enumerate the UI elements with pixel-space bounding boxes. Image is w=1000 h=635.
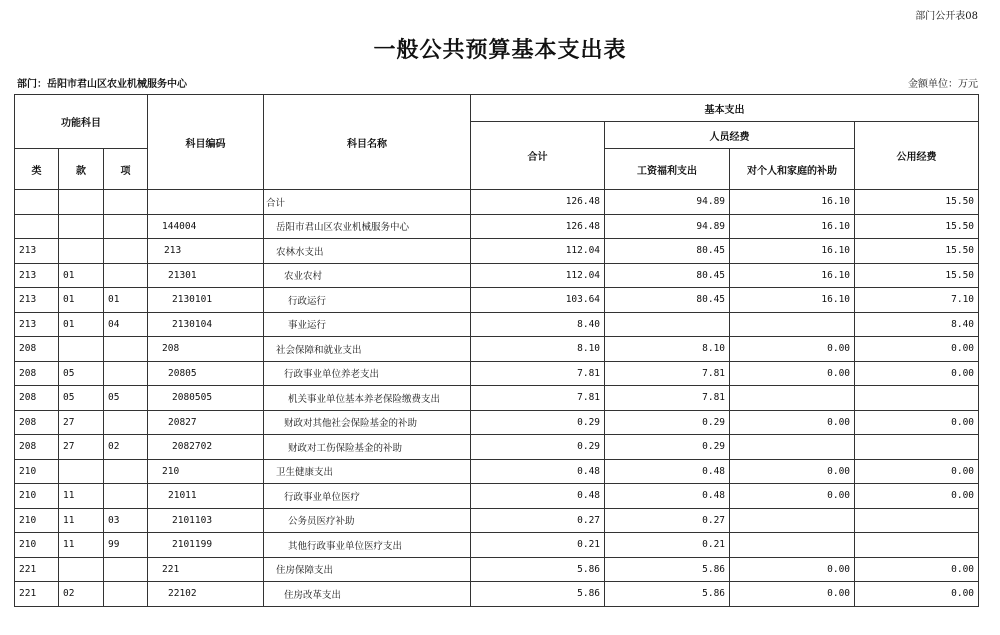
- cell-xiang: [104, 459, 148, 484]
- cell-subject-name: 行政运行: [264, 288, 471, 313]
- cell-xiang: [104, 214, 148, 239]
- cell-xiang: 05: [104, 386, 148, 411]
- cell-xiang: [104, 361, 148, 386]
- cell-individual-subsidy: 16.10: [730, 263, 855, 288]
- cell-subject-code: 2101103: [148, 508, 264, 533]
- cell-public-funds: 8.40: [855, 312, 979, 337]
- cell-kuan: [59, 557, 104, 582]
- cell-kuan: 01: [59, 312, 104, 337]
- cell-total: 103.64: [471, 288, 605, 313]
- cell-salary-welfare: [605, 312, 730, 337]
- cell-xiang: 03: [104, 508, 148, 533]
- cell-lei: 221: [15, 582, 59, 607]
- cell-subject-name: 其他行政事业单位医疗支出: [264, 533, 471, 558]
- cell-lei: 210: [15, 459, 59, 484]
- cell-xiang: [104, 337, 148, 362]
- table-row: [15, 386, 979, 411]
- cell-total: 126.48: [471, 214, 605, 239]
- cell-public-funds: 0.00: [855, 582, 979, 607]
- cell-kuan: 01: [59, 288, 104, 313]
- cell-subject-code: 213: [148, 239, 264, 264]
- cell-xiang: [104, 410, 148, 435]
- cell-individual-subsidy: 0.00: [730, 459, 855, 484]
- cell-total: 0.21: [471, 533, 605, 558]
- cell-subject-code: 2080505: [148, 386, 264, 411]
- cell-public-funds: [855, 533, 979, 558]
- cell-subject-code: 20827: [148, 410, 264, 435]
- cell-public-funds: 15.50: [855, 263, 979, 288]
- table-row: [15, 361, 979, 386]
- cell-individual-subsidy: [730, 508, 855, 533]
- cell-subject-name: 农林水支出: [264, 239, 471, 264]
- header-public-funds: 公用经费: [855, 122, 979, 190]
- cell-subject-code: 2130101: [148, 288, 264, 313]
- cell-xiang: [104, 557, 148, 582]
- cell-subject-code: 2101199: [148, 533, 264, 558]
- cell-lei: [15, 214, 59, 239]
- cell-individual-subsidy: 16.10: [730, 190, 855, 215]
- cell-xiang: [104, 239, 148, 264]
- table-row: [15, 312, 979, 337]
- cell-xiang: [104, 582, 148, 607]
- cell-total: 0.29: [471, 435, 605, 460]
- cell-lei: 213: [15, 312, 59, 337]
- table-row: [15, 214, 979, 239]
- cell-total: 112.04: [471, 263, 605, 288]
- cell-public-funds: [855, 386, 979, 411]
- cell-subject-code: 2082702: [148, 435, 264, 460]
- cell-salary-welfare: 94.89: [605, 214, 730, 239]
- cell-kuan: 11: [59, 508, 104, 533]
- header-individual-subsidy: 对个人和家庭的补助: [730, 149, 855, 190]
- cell-total: 126.48: [471, 190, 605, 215]
- table-row: [15, 582, 979, 607]
- cell-public-funds: 15.50: [855, 239, 979, 264]
- cell-salary-welfare: 8.10: [605, 337, 730, 362]
- cell-individual-subsidy: [730, 533, 855, 558]
- cell-salary-welfare: 0.29: [605, 435, 730, 460]
- cell-individual-subsidy: [730, 435, 855, 460]
- cell-subject-code: [148, 190, 264, 215]
- cell-public-funds: 7.10: [855, 288, 979, 313]
- cell-subject-name: 社会保障和就业支出: [264, 337, 471, 362]
- cell-subject-name: 农业农村: [264, 263, 471, 288]
- table-row: [15, 288, 979, 313]
- cell-lei: 213: [15, 263, 59, 288]
- cell-individual-subsidy: [730, 386, 855, 411]
- cell-public-funds: 0.00: [855, 361, 979, 386]
- cell-subject-code: 210: [148, 459, 264, 484]
- unit-label: 金额单位：万元: [908, 79, 978, 90]
- cell-kuan: [59, 190, 104, 215]
- cell-public-funds: 0.00: [855, 410, 979, 435]
- budget-expense-table: [14, 94, 979, 607]
- cell-xiang: [104, 263, 148, 288]
- cell-subject-name: 行政事业单位养老支出: [264, 361, 471, 386]
- table-row: [15, 190, 979, 215]
- cell-subject-name: 住房改革支出: [264, 582, 471, 607]
- table-row: [15, 508, 979, 533]
- cell-lei: 208: [15, 435, 59, 460]
- header-subject-code: 科目编码: [148, 95, 264, 190]
- cell-subject-code: 22102: [148, 582, 264, 607]
- cell-total: 5.86: [471, 582, 605, 607]
- cell-salary-welfare: 80.45: [605, 288, 730, 313]
- cell-individual-subsidy: [730, 312, 855, 337]
- cell-kuan: 11: [59, 484, 104, 509]
- cell-xiang: 02: [104, 435, 148, 460]
- cell-subject-name: 岳阳市君山区农业机械服务中心: [264, 214, 471, 239]
- table-row: [15, 533, 979, 558]
- table-row: [15, 337, 979, 362]
- table-row: [15, 484, 979, 509]
- header-salary-welfare: 工资福利支出: [605, 149, 730, 190]
- cell-salary-welfare: 7.81: [605, 386, 730, 411]
- form-number-label: 部门公开表08: [915, 11, 978, 22]
- cell-total: 0.48: [471, 459, 605, 484]
- cell-subject-code: 21301: [148, 263, 264, 288]
- cell-lei: 213: [15, 239, 59, 264]
- cell-salary-welfare: 80.45: [605, 263, 730, 288]
- cell-individual-subsidy: 0.00: [730, 582, 855, 607]
- cell-public-funds: 0.00: [855, 337, 979, 362]
- cell-public-funds: 15.50: [855, 214, 979, 239]
- table-row: [15, 459, 979, 484]
- cell-individual-subsidy: 16.10: [730, 214, 855, 239]
- cell-public-funds: 0.00: [855, 459, 979, 484]
- cell-public-funds: [855, 508, 979, 533]
- cell-kuan: [59, 459, 104, 484]
- cell-salary-welfare: 80.45: [605, 239, 730, 264]
- cell-public-funds: 0.00: [855, 484, 979, 509]
- cell-subject-code: 221: [148, 557, 264, 582]
- cell-subject-name: 事业运行: [264, 312, 471, 337]
- cell-total: 8.40: [471, 312, 605, 337]
- cell-salary-welfare: 94.89: [605, 190, 730, 215]
- cell-kuan: 27: [59, 435, 104, 460]
- cell-lei: [15, 190, 59, 215]
- cell-subject-name: 行政事业单位医疗: [264, 484, 471, 509]
- cell-total: 0.29: [471, 410, 605, 435]
- cell-public-funds: 0.00: [855, 557, 979, 582]
- cell-subject-name: 财政对工伤保险基金的补助: [264, 435, 471, 460]
- cell-lei: 210: [15, 508, 59, 533]
- table-row: [15, 263, 979, 288]
- header-basic-expense: 基本支出: [471, 95, 979, 122]
- cell-salary-welfare: 5.86: [605, 582, 730, 607]
- cell-individual-subsidy: 0.00: [730, 337, 855, 362]
- cell-salary-welfare: 0.29: [605, 410, 730, 435]
- cell-lei: 208: [15, 361, 59, 386]
- cell-kuan: [59, 337, 104, 362]
- table-row: [15, 557, 979, 582]
- cell-kuan: 27: [59, 410, 104, 435]
- department-label: 部门：岳阳市君山区农业机械服务中心: [17, 79, 187, 90]
- cell-salary-welfare: 0.48: [605, 484, 730, 509]
- table-row: [15, 239, 979, 264]
- cell-lei: 208: [15, 386, 59, 411]
- cell-subject-name: 机关事业单位基本养老保险缴费支出: [264, 386, 471, 411]
- cell-subject-code: 21011: [148, 484, 264, 509]
- cell-lei: 210: [15, 533, 59, 558]
- cell-kuan: 05: [59, 386, 104, 411]
- header-total: 合计: [471, 122, 605, 190]
- cell-total: 112.04: [471, 239, 605, 264]
- cell-subject-name: 合计: [264, 190, 471, 215]
- cell-salary-welfare: 5.86: [605, 557, 730, 582]
- cell-total: 7.81: [471, 386, 605, 411]
- header-lei: 类: [15, 149, 59, 190]
- cell-lei: 208: [15, 410, 59, 435]
- cell-kuan: 11: [59, 533, 104, 558]
- cell-kuan: [59, 214, 104, 239]
- cell-salary-welfare: 7.81: [605, 361, 730, 386]
- cell-subject-code: 144004: [148, 214, 264, 239]
- page-title: 一般公共预算基本支出表: [373, 37, 627, 63]
- cell-public-funds: 15.50: [855, 190, 979, 215]
- cell-salary-welfare: 0.27: [605, 508, 730, 533]
- cell-total: 7.81: [471, 361, 605, 386]
- cell-xiang: 04: [104, 312, 148, 337]
- cell-individual-subsidy: 0.00: [730, 557, 855, 582]
- cell-individual-subsidy: 0.00: [730, 484, 855, 509]
- cell-salary-welfare: 0.48: [605, 459, 730, 484]
- cell-total: 0.48: [471, 484, 605, 509]
- cell-xiang: 01: [104, 288, 148, 313]
- header-subject-name: 科目名称: [264, 95, 471, 190]
- cell-lei: 213: [15, 288, 59, 313]
- cell-lei: 221: [15, 557, 59, 582]
- cell-salary-welfare: 0.21: [605, 533, 730, 558]
- table-row: [15, 410, 979, 435]
- cell-subject-code: 20805: [148, 361, 264, 386]
- cell-individual-subsidy: 0.00: [730, 361, 855, 386]
- cell-individual-subsidy: 16.10: [730, 239, 855, 264]
- cell-xiang: [104, 484, 148, 509]
- cell-total: 5.86: [471, 557, 605, 582]
- header-personnel: 人员经费: [605, 122, 855, 149]
- cell-kuan: 05: [59, 361, 104, 386]
- cell-total: 0.27: [471, 508, 605, 533]
- cell-individual-subsidy: 0.00: [730, 410, 855, 435]
- table-row: [15, 435, 979, 460]
- cell-individual-subsidy: 16.10: [730, 288, 855, 313]
- cell-kuan: [59, 239, 104, 264]
- cell-xiang: 99: [104, 533, 148, 558]
- cell-kuan: 01: [59, 263, 104, 288]
- cell-public-funds: [855, 435, 979, 460]
- cell-xiang: [104, 190, 148, 215]
- header-xiang: 项: [104, 149, 148, 190]
- cell-subject-name: 卫生健康支出: [264, 459, 471, 484]
- cell-lei: 208: [15, 337, 59, 362]
- cell-total: 8.10: [471, 337, 605, 362]
- cell-subject-name: 公务员医疗补助: [264, 508, 471, 533]
- cell-subject-name: 住房保障支出: [264, 557, 471, 582]
- cell-kuan: 02: [59, 582, 104, 607]
- header-func-subject: 功能科目: [15, 95, 148, 149]
- header-kuan: 款: [59, 149, 104, 190]
- cell-subject-code: 208: [148, 337, 264, 362]
- cell-lei: 210: [15, 484, 59, 509]
- cell-subject-code: 2130104: [148, 312, 264, 337]
- cell-subject-name: 财政对其他社会保险基金的补助: [264, 410, 471, 435]
